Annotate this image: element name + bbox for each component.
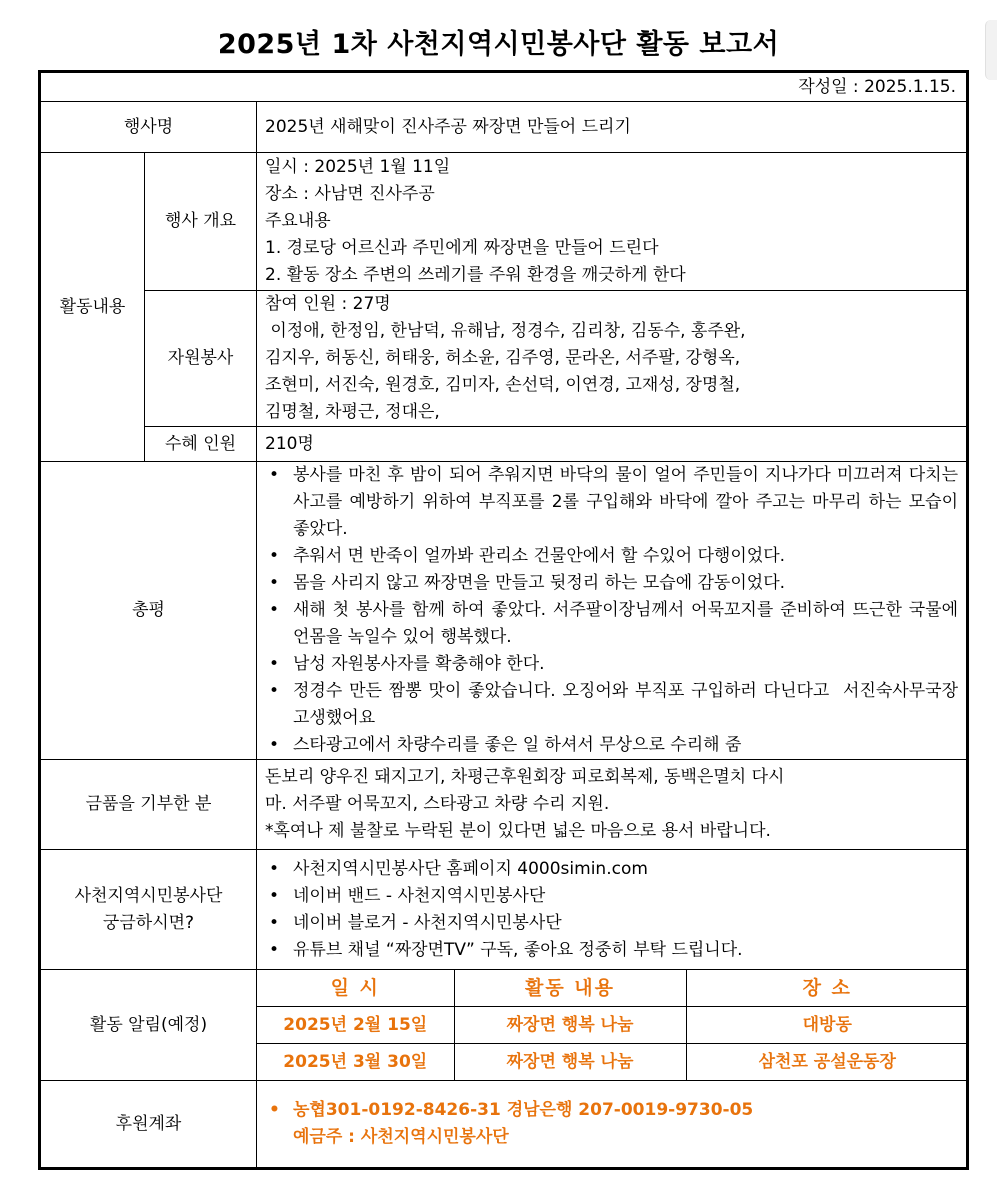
contact-band: • 네이버 밴드 - 사천지역시민봉사단 [265,883,958,910]
contact-label-line1: 사천지역시민봉사단 [74,885,223,906]
account-row [40,1081,968,1169]
contact-list [265,856,958,964]
schedule-activity: 짜장면 행복 나눔 [454,1007,686,1044]
account-line: • 농협301-0192-8426-31 경남은행 207-0019-9730-05 [293,1100,754,1120]
event-row [40,102,968,153]
schedule-activity: 짜장면 행복 나눔 [454,1044,686,1081]
donors-line: 돈보리 양우진 돼지고기, 차평근후원회장 피로회복제, 동백은멸치 다시 [265,767,785,787]
review-content [257,462,968,760]
schedule-label: 활동 알림(예정) [40,970,257,1081]
schedule-row [40,970,968,1081]
volunteer-row [40,291,968,427]
volunteer-names-line: 김명철, 차평근, 정대은, [265,402,440,422]
review-item: • 남성 자원봉사자를 확충해야 한다. [265,651,958,678]
schedule-header-date: 일 시 [257,970,454,1007]
donors-line: 마. 서주팔 어묵꼬지, 스타광고 차량 수리 지원. [265,794,610,814]
schedule-header-place: 장 소 [686,970,968,1007]
volunteer-names-line: 조현미, 서진숙, 원경호, 김미자, 손선덕, 이연경, 고재성, 장명철, [265,375,741,395]
schedule-content [257,970,968,1081]
review-item: • 새해 첫 봉사를 함께 하여 좋았다. 서주팔이장님께서 어묵꼬지를 준비하여 뜨근한 국물에 언몸을 녹일수 있어 행복했다. [265,597,958,651]
contact-homepage: • 사천지역시민봉사단 홈페이지 4000simin.com [265,856,958,883]
written-date: 작성일 : 2025.1.15. [40,72,968,102]
contact-label-line2: 궁금하시면? [102,912,195,933]
report-table [38,70,969,1170]
beneficiary-row [40,427,968,462]
schedule-table [257,970,968,1080]
schedule-header-activity: 활동 내용 [454,970,686,1007]
overview-line: 일시 : 2025년 1월 11일 [265,157,451,177]
schedule-row-item [257,1044,968,1081]
review-item: • 정경수 만든 짬뽕 맛이 좋았습니다. 오징어와 부직포 구입하러 다닌다고 서진숙사무국장 고생했어요 [265,678,958,732]
account-holder: 예금주 : 사천지역시민봉사단 [293,1127,509,1147]
contact-youtube: • 유튜브 채널 “짜장면TV” 구독, 좋아요 정중히 부탁 드립니다. [265,937,958,964]
volunteer-names-line: 이정애, 한정임, 한남덕, 유해남, 정경수, 김리창, 김동수, 홍주완, [265,321,746,341]
volunteer-label: 자원봉사 [145,291,257,427]
beneficiary-value: 210명 [257,427,968,462]
beneficiary-label: 수혜 인원 [145,427,257,462]
contact-content [257,850,968,970]
donors-label: 금품을 기부한 분 [40,760,257,850]
overview-line: 장소 : 사남면 진사주공 [265,184,435,204]
contact-row [40,850,968,970]
donors-row [40,760,968,850]
schedule-row-item [257,1007,968,1044]
overview-line: 1. 경로당 어르신과 주민에게 짜장면을 만들어 드린다 [265,238,659,258]
schedule-place: 대방동 [686,1007,968,1044]
schedule-place: 삼천포 공설운동장 [758,1051,896,1072]
schedule-date: 2025년 3월 30일 [257,1044,454,1081]
review-label: 총평 [40,462,257,760]
overview-line: 주요내용 [265,211,331,231]
overview-label: 행사 개요 [145,153,257,291]
scrollbar[interactable] [985,20,997,80]
donors-content [257,760,968,850]
account-numbers [265,1097,958,1151]
schedule-date: 2025년 2월 15일 [257,1007,454,1044]
volunteer-names-line: 김지우, 허동신, 허태웅, 허소윤, 김주영, 문라온, 서주팔, 강형옥, [265,348,741,368]
report-title: 2025년 1차 사천지역시민봉사단 활동 보고서 [217,29,780,60]
review-item: • 봉사를 마친 후 밤이 되어 추워지면 바닥의 물이 얼어 주민들이 지나가다 미끄러져 다치는 사고를 예방하기 위하여 부직포를 2롤 구입해와 바닥에 깔아 주고는 마무리 하는 모습이 좋았다. [265,462,958,543]
review-list [265,462,964,759]
volunteer-count: 참여 인원 : 27명 [265,294,391,314]
contact-blog: • 네이버 블로거 - 사천지역시민봉사단 [265,910,958,937]
date-row [40,72,968,102]
overview-content [257,153,968,291]
event-name: 2025년 새해맞이 진사주공 짜장면 만들어 드리기 [257,102,968,153]
contact-label [40,850,257,970]
review-row [40,462,968,760]
donors-line: *혹여나 제 불찰로 누락된 분이 있다면 넓은 마음으로 용서 바랍니다. [265,821,771,841]
review-item: • 스타광고에서 차량수리를 좋은 일 하셔서 무상으로 수리해 줌 [265,732,958,759]
account-list [265,1097,958,1151]
event-label: 행사명 [40,102,257,153]
account-content [257,1081,968,1169]
overview-line: 2. 활동 장소 주변의 쓰레기를 주워 환경을 깨긋하게 한다 [265,265,686,285]
schedule-header-row [257,970,968,1007]
account-label: 후원계좌 [40,1081,257,1169]
overview-row [40,153,968,291]
review-item: • 몸을 사리지 않고 짜장면을 만들고 뒷정리 하는 모습에 감동이었다. [265,570,958,597]
volunteer-content [257,291,968,427]
activity-label: 활동내용 [40,153,145,462]
review-item: • 추워서 면 반죽이 얼까봐 관리소 건물안에서 할 수있어 다행이었다. [265,543,958,570]
